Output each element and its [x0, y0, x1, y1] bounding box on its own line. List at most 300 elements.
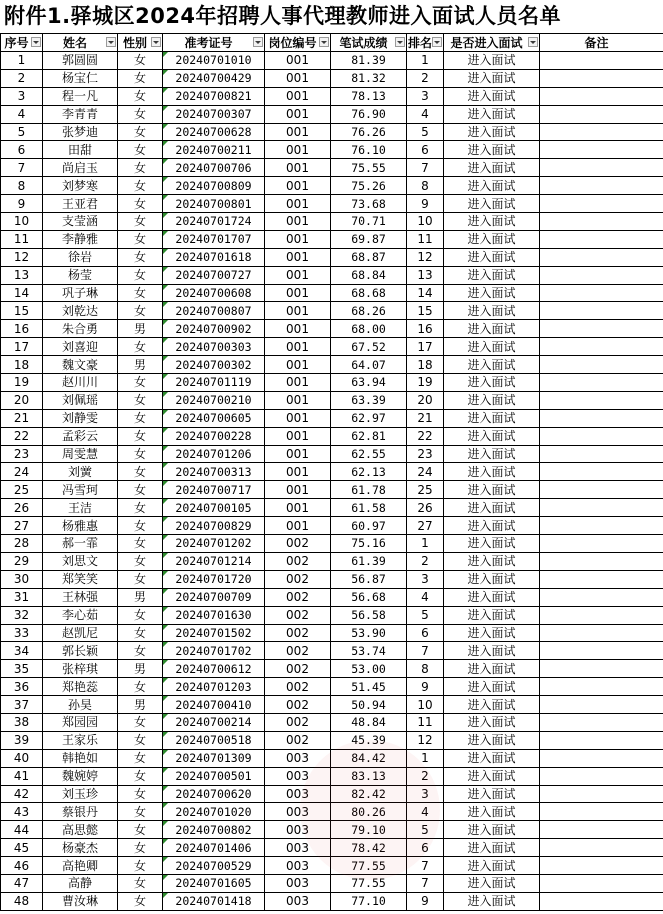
cell-position-code[interactable]: 002	[265, 731, 331, 749]
cell-index[interactable]: 13	[1, 266, 43, 284]
cell-exam-id[interactable]: 20240701119	[163, 374, 265, 392]
cell-exam-id[interactable]: 20240700211	[163, 141, 265, 159]
cell-exam-id[interactable]: 20240701309	[163, 749, 265, 767]
cell-position-code[interactable]: 001	[265, 374, 331, 392]
cell-gender[interactable]: 女	[118, 552, 163, 570]
cell-interview-status[interactable]: 进入面试	[444, 624, 540, 642]
cell-index[interactable]: 23	[1, 445, 43, 463]
cell-index[interactable]: 39	[1, 731, 43, 749]
cell-name[interactable]: 周雯慧	[43, 445, 118, 463]
cell-remarks[interactable]	[540, 552, 663, 570]
cell-rank[interactable]: 15	[407, 302, 444, 320]
cell-gender[interactable]: 女	[118, 159, 163, 177]
cell-position-code[interactable]: 001	[265, 445, 331, 463]
cell-rank[interactable]: 10	[407, 696, 444, 714]
cell-remarks[interactable]	[540, 266, 663, 284]
cell-score[interactable]: 63.94	[331, 374, 407, 392]
cell-exam-id[interactable]: 20240700709	[163, 588, 265, 606]
cell-exam-id[interactable]: 20240700518	[163, 731, 265, 749]
cell-rank[interactable]: 3	[407, 87, 444, 105]
cell-interview-status[interactable]: 进入面试	[444, 105, 540, 123]
cell-remarks[interactable]	[540, 177, 663, 195]
cell-score[interactable]: 76.26	[331, 123, 407, 141]
cell-gender[interactable]: 男	[118, 320, 163, 338]
cell-position-code[interactable]: 003	[265, 839, 331, 857]
cell-interview-status[interactable]: 进入面试	[444, 821, 540, 839]
cell-index[interactable]: 6	[1, 141, 43, 159]
cell-position-code[interactable]: 002	[265, 552, 331, 570]
cell-rank[interactable]: 9	[407, 195, 444, 213]
cell-remarks[interactable]	[540, 588, 663, 606]
cell-index[interactable]: 38	[1, 713, 43, 731]
cell-score[interactable]: 62.81	[331, 427, 407, 445]
cell-gender[interactable]: 女	[118, 731, 163, 749]
cell-position-code[interactable]: 003	[265, 803, 331, 821]
cell-gender[interactable]: 女	[118, 767, 163, 785]
cell-exam-id[interactable]: 20240700620	[163, 785, 265, 803]
cell-position-code[interactable]: 003	[265, 874, 331, 892]
cell-position-code[interactable]: 002	[265, 624, 331, 642]
cell-gender[interactable]: 女	[118, 87, 163, 105]
cell-score[interactable]: 60.97	[331, 517, 407, 535]
cell-gender[interactable]: 女	[118, 445, 163, 463]
cell-name[interactable]: 刘思文	[43, 552, 118, 570]
cell-gender[interactable]: 女	[118, 391, 163, 409]
cell-score[interactable]: 53.90	[331, 624, 407, 642]
cell-index[interactable]: 27	[1, 517, 43, 535]
cell-remarks[interactable]	[540, 660, 663, 678]
cell-remarks[interactable]	[540, 320, 663, 338]
cell-name[interactable]: 尚启玉	[43, 159, 118, 177]
cell-interview-status[interactable]: 进入面试	[444, 445, 540, 463]
cell-index[interactable]: 31	[1, 588, 43, 606]
cell-gender[interactable]: 女	[118, 123, 163, 141]
cell-score[interactable]: 62.13	[331, 463, 407, 481]
cell-interview-status[interactable]: 进入面试	[444, 749, 540, 767]
cell-remarks[interactable]	[540, 642, 663, 660]
cell-index[interactable]: 3	[1, 87, 43, 105]
cell-gender[interactable]: 女	[118, 105, 163, 123]
cell-exam-id[interactable]: 20240700801	[163, 195, 265, 213]
cell-rank[interactable]: 9	[407, 678, 444, 696]
cell-name[interactable]: 冯雪珂	[43, 481, 118, 499]
cell-name[interactable]: 王亚君	[43, 195, 118, 213]
cell-rank[interactable]: 4	[407, 105, 444, 123]
cell-remarks[interactable]	[540, 248, 663, 266]
cell-index[interactable]: 16	[1, 320, 43, 338]
filter-dropdown-icon[interactable]	[31, 37, 41, 47]
cell-index[interactable]: 5	[1, 123, 43, 141]
cell-score[interactable]: 68.00	[331, 320, 407, 338]
cell-interview-status[interactable]: 进入面试	[444, 123, 540, 141]
cell-interview-status[interactable]: 进入面试	[444, 499, 540, 517]
cell-position-code[interactable]: 002	[265, 696, 331, 714]
cell-interview-status[interactable]: 进入面试	[444, 696, 540, 714]
cell-exam-id[interactable]: 20240700501	[163, 767, 265, 785]
cell-position-code[interactable]: 002	[265, 713, 331, 731]
cell-interview-status[interactable]: 进入面试	[444, 374, 540, 392]
cell-position-code[interactable]: 003	[265, 821, 331, 839]
cell-score[interactable]: 73.68	[331, 195, 407, 213]
cell-index[interactable]: 36	[1, 678, 43, 696]
cell-position-code[interactable]: 001	[265, 427, 331, 445]
cell-score[interactable]: 83.13	[331, 767, 407, 785]
cell-exam-id[interactable]: 20240700902	[163, 320, 265, 338]
cell-remarks[interactable]	[540, 481, 663, 499]
cell-rank[interactable]: 9	[407, 892, 444, 910]
cell-position-code[interactable]: 001	[265, 230, 331, 248]
cell-rank[interactable]: 7	[407, 642, 444, 660]
cell-interview-status[interactable]: 进入面试	[444, 892, 540, 910]
cell-name[interactable]: 郑艳蕊	[43, 678, 118, 696]
cell-exam-id[interactable]: 20240700802	[163, 821, 265, 839]
cell-gender[interactable]: 女	[118, 177, 163, 195]
cell-remarks[interactable]	[540, 857, 663, 875]
cell-score[interactable]: 45.39	[331, 731, 407, 749]
cell-name[interactable]: 王洁	[43, 499, 118, 517]
cell-exam-id[interactable]: 20240700608	[163, 284, 265, 302]
cell-remarks[interactable]	[540, 391, 663, 409]
cell-name[interactable]: 田甜	[43, 141, 118, 159]
cell-name[interactable]: 支莹涵	[43, 213, 118, 231]
cell-position-code[interactable]: 001	[265, 177, 331, 195]
cell-name[interactable]: 郭圆圆	[43, 52, 118, 70]
cell-interview-status[interactable]: 进入面试	[444, 552, 540, 570]
cell-exam-id[interactable]: 20240701202	[163, 535, 265, 553]
cell-score[interactable]: 64.07	[331, 356, 407, 374]
cell-interview-status[interactable]: 进入面试	[444, 284, 540, 302]
cell-rank[interactable]: 4	[407, 588, 444, 606]
cell-remarks[interactable]	[540, 678, 663, 696]
filter-dropdown-icon[interactable]	[319, 37, 329, 47]
cell-position-code[interactable]: 001	[265, 517, 331, 535]
cell-exam-id[interactable]: 20240700307	[163, 105, 265, 123]
cell-remarks[interactable]	[540, 785, 663, 803]
cell-score[interactable]: 68.26	[331, 302, 407, 320]
cell-exam-id[interactable]: 20240700727	[163, 266, 265, 284]
cell-interview-status[interactable]: 进入面试	[444, 338, 540, 356]
cell-index[interactable]: 8	[1, 177, 43, 195]
cell-interview-status[interactable]: 进入面试	[444, 213, 540, 231]
cell-name[interactable]: 孟彩云	[43, 427, 118, 445]
cell-interview-status[interactable]: 进入面试	[444, 195, 540, 213]
cell-score[interactable]: 68.68	[331, 284, 407, 302]
cell-exam-id[interactable]: 20240700228	[163, 427, 265, 445]
cell-score[interactable]: 62.55	[331, 445, 407, 463]
cell-index[interactable]: 25	[1, 481, 43, 499]
cell-remarks[interactable]	[540, 338, 663, 356]
cell-index[interactable]: 14	[1, 284, 43, 302]
cell-exam-id[interactable]: 20240700529	[163, 857, 265, 875]
cell-interview-status[interactable]: 进入面试	[444, 678, 540, 696]
cell-remarks[interactable]	[540, 570, 663, 588]
cell-remarks[interactable]	[540, 69, 663, 87]
cell-gender[interactable]: 女	[118, 499, 163, 517]
cell-rank[interactable]: 11	[407, 230, 444, 248]
cell-index[interactable]: 32	[1, 606, 43, 624]
cell-rank[interactable]: 11	[407, 713, 444, 731]
cell-index[interactable]: 7	[1, 159, 43, 177]
cell-remarks[interactable]	[540, 159, 663, 177]
cell-index[interactable]: 40	[1, 749, 43, 767]
cell-exam-id[interactable]: 20240700706	[163, 159, 265, 177]
cell-position-code[interactable]: 001	[265, 356, 331, 374]
cell-exam-id[interactable]: 20240700605	[163, 409, 265, 427]
cell-interview-status[interactable]: 进入面试	[444, 713, 540, 731]
cell-interview-status[interactable]: 进入面试	[444, 874, 540, 892]
cell-name[interactable]: 朱合勇	[43, 320, 118, 338]
cell-index[interactable]: 44	[1, 821, 43, 839]
cell-index[interactable]: 10	[1, 213, 43, 231]
cell-index[interactable]: 1	[1, 52, 43, 70]
cell-remarks[interactable]	[540, 874, 663, 892]
cell-name[interactable]: 郝一霏	[43, 535, 118, 553]
cell-index[interactable]: 4	[1, 105, 43, 123]
cell-name[interactable]: 刘玉珍	[43, 785, 118, 803]
cell-rank[interactable]: 4	[407, 803, 444, 821]
cell-position-code[interactable]: 001	[265, 159, 331, 177]
cell-interview-status[interactable]: 进入面试	[444, 803, 540, 821]
cell-position-code[interactable]: 002	[265, 606, 331, 624]
cell-rank[interactable]: 5	[407, 821, 444, 839]
cell-gender[interactable]: 女	[118, 52, 163, 70]
cell-rank[interactable]: 6	[407, 141, 444, 159]
cell-score[interactable]: 81.32	[331, 69, 407, 87]
cell-rank[interactable]: 7	[407, 874, 444, 892]
cell-name[interactable]: 刘静雯	[43, 409, 118, 427]
cell-interview-status[interactable]: 进入面试	[444, 87, 540, 105]
cell-name[interactable]: 刘佩瑶	[43, 391, 118, 409]
cell-exam-id[interactable]: 20240700821	[163, 87, 265, 105]
cell-exam-id[interactable]: 20240700829	[163, 517, 265, 535]
cell-rank[interactable]: 8	[407, 177, 444, 195]
cell-score[interactable]: 70.71	[331, 213, 407, 231]
cell-index[interactable]: 19	[1, 374, 43, 392]
cell-name[interactable]: 杨宝仁	[43, 69, 118, 87]
cell-exam-id[interactable]: 20240701605	[163, 874, 265, 892]
cell-exam-id[interactable]: 20240700302	[163, 356, 265, 374]
cell-gender[interactable]: 女	[118, 874, 163, 892]
cell-interview-status[interactable]: 进入面试	[444, 839, 540, 857]
cell-remarks[interactable]	[540, 731, 663, 749]
cell-score[interactable]: 81.39	[331, 52, 407, 70]
cell-index[interactable]: 28	[1, 535, 43, 553]
cell-index[interactable]: 9	[1, 195, 43, 213]
cell-interview-status[interactable]: 进入面试	[444, 535, 540, 553]
cell-interview-status[interactable]: 进入面试	[444, 570, 540, 588]
cell-remarks[interactable]	[540, 374, 663, 392]
cell-gender[interactable]: 女	[118, 749, 163, 767]
cell-gender[interactable]: 女	[118, 195, 163, 213]
cell-score[interactable]: 77.55	[331, 874, 407, 892]
filter-dropdown-icon[interactable]	[395, 37, 405, 47]
cell-rank[interactable]: 1	[407, 52, 444, 70]
cell-exam-id[interactable]: 20240700717	[163, 481, 265, 499]
cell-index[interactable]: 47	[1, 874, 43, 892]
cell-interview-status[interactable]: 进入面试	[444, 463, 540, 481]
filter-dropdown-icon[interactable]	[151, 37, 161, 47]
cell-remarks[interactable]	[540, 839, 663, 857]
filter-dropdown-icon[interactable]	[253, 37, 263, 47]
cell-rank[interactable]: 7	[407, 159, 444, 177]
cell-score[interactable]: 78.13	[331, 87, 407, 105]
cell-exam-id[interactable]: 20240700429	[163, 69, 265, 87]
cell-exam-id[interactable]: 20240701724	[163, 213, 265, 231]
cell-remarks[interactable]	[540, 767, 663, 785]
cell-exam-id[interactable]: 20240701502	[163, 624, 265, 642]
cell-index[interactable]: 18	[1, 356, 43, 374]
cell-rank[interactable]: 25	[407, 481, 444, 499]
cell-rank[interactable]: 2	[407, 767, 444, 785]
cell-remarks[interactable]	[540, 302, 663, 320]
cell-name[interactable]: 高静	[43, 874, 118, 892]
cell-gender[interactable]: 女	[118, 374, 163, 392]
cell-gender[interactable]: 女	[118, 624, 163, 642]
cell-position-code[interactable]: 001	[265, 481, 331, 499]
cell-interview-status[interactable]: 进入面试	[444, 785, 540, 803]
cell-index[interactable]: 45	[1, 839, 43, 857]
cell-interview-status[interactable]: 进入面试	[444, 159, 540, 177]
cell-remarks[interactable]	[540, 195, 663, 213]
cell-gender[interactable]: 女	[118, 517, 163, 535]
cell-position-code[interactable]: 003	[265, 785, 331, 803]
cell-gender[interactable]: 女	[118, 606, 163, 624]
cell-gender[interactable]: 女	[118, 642, 163, 660]
cell-position-code[interactable]: 003	[265, 892, 331, 910]
cell-remarks[interactable]	[540, 87, 663, 105]
cell-gender[interactable]: 女	[118, 713, 163, 731]
cell-position-code[interactable]: 002	[265, 588, 331, 606]
cell-score[interactable]: 76.90	[331, 105, 407, 123]
cell-score[interactable]: 50.94	[331, 696, 407, 714]
cell-gender[interactable]: 女	[118, 409, 163, 427]
cell-remarks[interactable]	[540, 624, 663, 642]
cell-index[interactable]: 29	[1, 552, 43, 570]
cell-exam-id[interactable]: 20240700214	[163, 713, 265, 731]
cell-exam-id[interactable]: 20240700105	[163, 499, 265, 517]
cell-name[interactable]: 杨雅惠	[43, 517, 118, 535]
cell-score[interactable]: 56.58	[331, 606, 407, 624]
cell-remarks[interactable]	[540, 803, 663, 821]
cell-rank[interactable]: 3	[407, 570, 444, 588]
cell-position-code[interactable]: 001	[265, 69, 331, 87]
cell-index[interactable]: 22	[1, 427, 43, 445]
cell-rank[interactable]: 22	[407, 427, 444, 445]
cell-exam-id[interactable]: 20240701406	[163, 839, 265, 857]
cell-remarks[interactable]	[540, 52, 663, 70]
cell-rank[interactable]: 10	[407, 213, 444, 231]
cell-score[interactable]: 76.10	[331, 141, 407, 159]
cell-gender[interactable]: 女	[118, 69, 163, 87]
cell-score[interactable]: 48.84	[331, 713, 407, 731]
cell-name[interactable]: 刘梦寒	[43, 177, 118, 195]
cell-index[interactable]: 12	[1, 248, 43, 266]
cell-gender[interactable]: 女	[118, 141, 163, 159]
cell-name[interactable]: 程一凡	[43, 87, 118, 105]
cell-score[interactable]: 61.39	[331, 552, 407, 570]
cell-rank[interactable]: 12	[407, 248, 444, 266]
cell-name[interactable]: 曹汝琳	[43, 892, 118, 910]
cell-remarks[interactable]	[540, 445, 663, 463]
cell-gender[interactable]: 女	[118, 284, 163, 302]
cell-name[interactable]: 刘乾达	[43, 302, 118, 320]
cell-name[interactable]: 张梦迪	[43, 123, 118, 141]
cell-score[interactable]: 51.45	[331, 678, 407, 696]
cell-position-code[interactable]: 001	[265, 266, 331, 284]
cell-index[interactable]: 15	[1, 302, 43, 320]
cell-score[interactable]: 84.42	[331, 749, 407, 767]
cell-name[interactable]: 魏文豪	[43, 356, 118, 374]
cell-position-code[interactable]: 003	[265, 749, 331, 767]
cell-remarks[interactable]	[540, 213, 663, 231]
cell-position-code[interactable]: 001	[265, 141, 331, 159]
cell-interview-status[interactable]: 进入面试	[444, 356, 540, 374]
cell-score[interactable]: 61.78	[331, 481, 407, 499]
cell-interview-status[interactable]: 进入面试	[444, 642, 540, 660]
cell-name[interactable]: 郑园园	[43, 713, 118, 731]
cell-rank[interactable]: 26	[407, 499, 444, 517]
cell-rank[interactable]: 2	[407, 552, 444, 570]
cell-index[interactable]: 43	[1, 803, 43, 821]
cell-gender[interactable]: 男	[118, 588, 163, 606]
cell-gender[interactable]: 女	[118, 821, 163, 839]
cell-gender[interactable]: 女	[118, 535, 163, 553]
cell-exam-id[interactable]: 20240701418	[163, 892, 265, 910]
cell-name[interactable]: 王家乐	[43, 731, 118, 749]
cell-name[interactable]: 刘黉	[43, 463, 118, 481]
cell-rank[interactable]: 12	[407, 731, 444, 749]
cell-interview-status[interactable]: 进入面试	[444, 141, 540, 159]
cell-rank[interactable]: 19	[407, 374, 444, 392]
cell-remarks[interactable]	[540, 105, 663, 123]
cell-interview-status[interactable]: 进入面试	[444, 857, 540, 875]
cell-score[interactable]: 61.58	[331, 499, 407, 517]
cell-interview-status[interactable]: 进入面试	[444, 660, 540, 678]
cell-gender[interactable]: 女	[118, 302, 163, 320]
cell-remarks[interactable]	[540, 713, 663, 731]
cell-exam-id[interactable]: 20240701630	[163, 606, 265, 624]
cell-score[interactable]: 53.74	[331, 642, 407, 660]
cell-rank[interactable]: 5	[407, 123, 444, 141]
cell-gender[interactable]: 女	[118, 230, 163, 248]
cell-exam-id[interactable]: 20240700628	[163, 123, 265, 141]
cell-score[interactable]: 62.97	[331, 409, 407, 427]
cell-remarks[interactable]	[540, 749, 663, 767]
cell-position-code[interactable]: 001	[265, 391, 331, 409]
cell-name[interactable]: 杨豪杰	[43, 839, 118, 857]
cell-index[interactable]: 48	[1, 892, 43, 910]
cell-exam-id[interactable]: 20240700809	[163, 177, 265, 195]
cell-index[interactable]: 20	[1, 391, 43, 409]
cell-score[interactable]: 79.10	[331, 821, 407, 839]
cell-name[interactable]: 杨莹	[43, 266, 118, 284]
cell-rank[interactable]: 1	[407, 749, 444, 767]
cell-interview-status[interactable]: 进入面试	[444, 248, 540, 266]
cell-gender[interactable]: 女	[118, 857, 163, 875]
cell-interview-status[interactable]: 进入面试	[444, 230, 540, 248]
cell-index[interactable]: 34	[1, 642, 43, 660]
cell-interview-status[interactable]: 进入面试	[444, 177, 540, 195]
cell-position-code[interactable]: 001	[265, 105, 331, 123]
cell-rank[interactable]: 6	[407, 839, 444, 857]
cell-score[interactable]: 77.10	[331, 892, 407, 910]
cell-rank[interactable]: 8	[407, 660, 444, 678]
cell-remarks[interactable]	[540, 284, 663, 302]
cell-exam-id[interactable]: 20240700303	[163, 338, 265, 356]
cell-exam-id[interactable]: 20240700313	[163, 463, 265, 481]
cell-name[interactable]: 孙昊	[43, 696, 118, 714]
cell-position-code[interactable]: 001	[265, 284, 331, 302]
